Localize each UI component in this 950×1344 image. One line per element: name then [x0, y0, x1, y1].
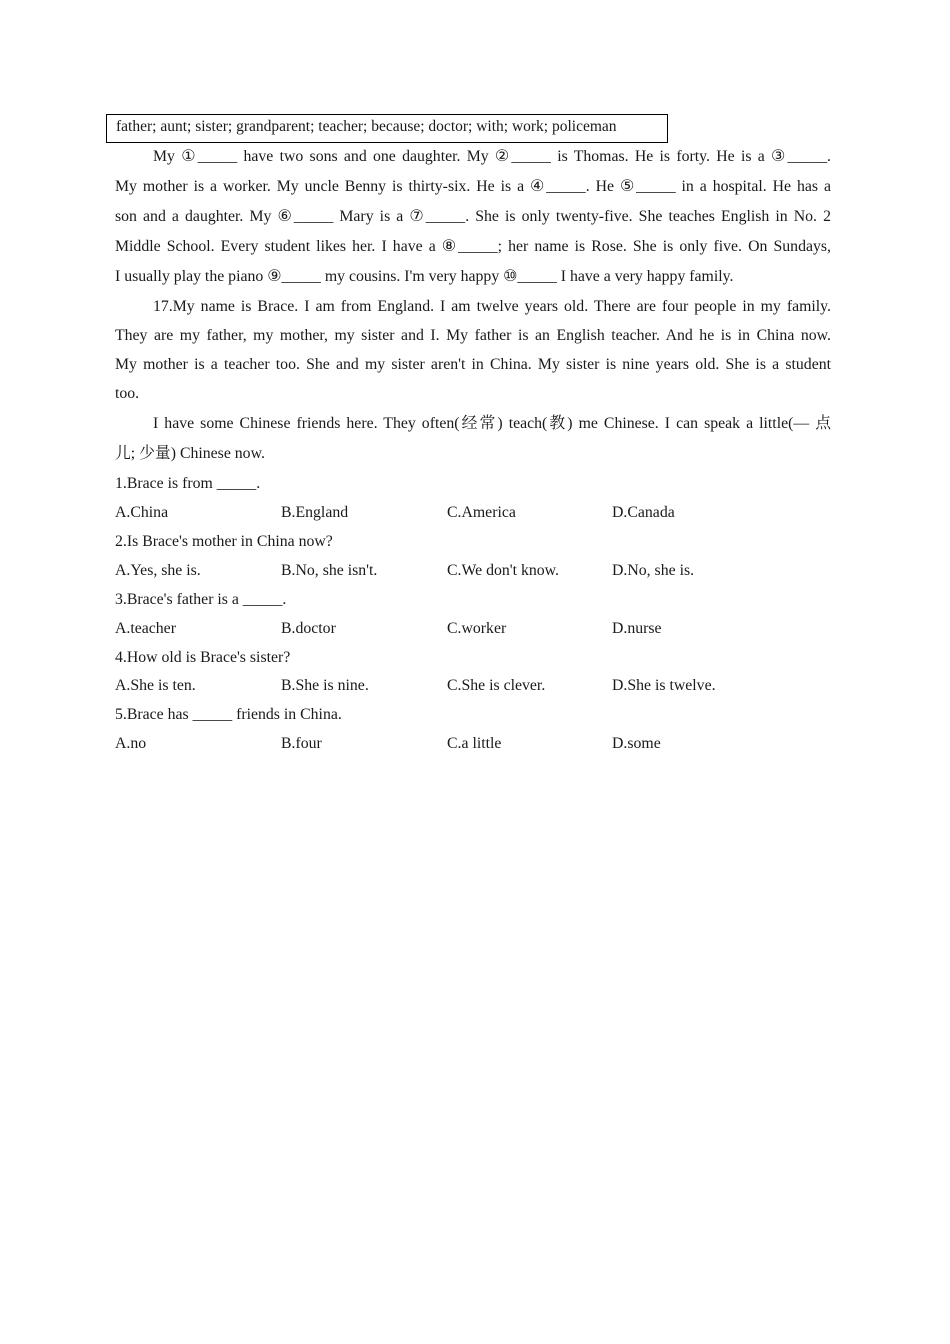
option-a: A.She is ten.: [115, 677, 196, 694]
word-bank-box: [106, 114, 668, 143]
option-b: B.doctor: [281, 620, 336, 637]
cloze-line: My ①_____ have two sons and one daughter. My ②_____ is Thomas. He is forty. He is a ③_____.: [153, 148, 831, 165]
passage-line: They are my father, my mother, my sister and I. My father is an English teacher. And he is in China now.: [115, 327, 831, 344]
option-d: D.She is twelve.: [612, 677, 716, 694]
option-a: A.Yes, she is.: [115, 562, 201, 579]
option-c: C.a little: [447, 735, 502, 752]
question-stem: 1.Brace is from _____.: [115, 475, 261, 492]
word-bank-text: father; aunt; sister; grandparent; teacher; because; doctor; with; work; policeman: [116, 118, 617, 135]
question-stem: 2.Is Brace's mother in China now?: [115, 533, 333, 550]
passage-line: 儿; 少量) Chinese now.: [115, 445, 265, 462]
passage-line: I have some Chinese friends here. They often(经常) teach(教) me Chinese. I can speak a little(— 点: [153, 415, 831, 432]
option-c: C.She is clever.: [447, 677, 546, 694]
option-c: C.We don't know.: [447, 562, 559, 579]
option-b: B.No, she isn't.: [281, 562, 378, 579]
option-b: B.four: [281, 735, 322, 752]
option-a: A.no: [115, 735, 147, 752]
option-b: B.She is nine.: [281, 677, 369, 694]
option-c: C.America: [447, 504, 516, 521]
option-d: D.some: [612, 735, 661, 752]
option-c: C.worker: [447, 620, 507, 637]
question-stem: 4.How old is Brace's sister?: [115, 649, 291, 666]
question-stem: 3.Brace's father is a _____.: [115, 591, 287, 608]
passage-line: My mother is a teacher too. She and my sister aren't in China. My sister is nine years old. She is a student: [115, 356, 831, 373]
cloze-line: My mother is a worker. My uncle Benny is thirty-six. He is a ④_____. He ⑤_____ in a hospital. He has a: [115, 178, 831, 195]
cloze-line: I usually play the piano ⑨_____ my cousins. I'm very happy ⑩_____ I have a very happy family.: [115, 268, 734, 285]
option-a: A.China: [115, 504, 169, 521]
option-d: D.No, she is.: [612, 562, 695, 579]
cloze-line: son and a daughter. My ⑥_____ Mary is a ⑦_____. She is only twenty-five. She teaches English in No. 2: [115, 208, 831, 225]
option-a: A.teacher: [115, 620, 176, 637]
question-stem: 5.Brace has _____ friends in China.: [115, 706, 342, 723]
passage-line: too.: [115, 385, 140, 402]
option-d: D.Canada: [612, 504, 675, 521]
passage-line: 17.My name is Brace. I am from England. I am twelve years old. There are four people in my family.: [153, 298, 831, 315]
option-d: D.nurse: [612, 620, 662, 637]
cloze-line: Middle School. Every student likes her. I have a ⑧_____; her name is Rose. She is only five. On Sundays,: [115, 238, 831, 255]
option-b: B.England: [281, 504, 349, 521]
